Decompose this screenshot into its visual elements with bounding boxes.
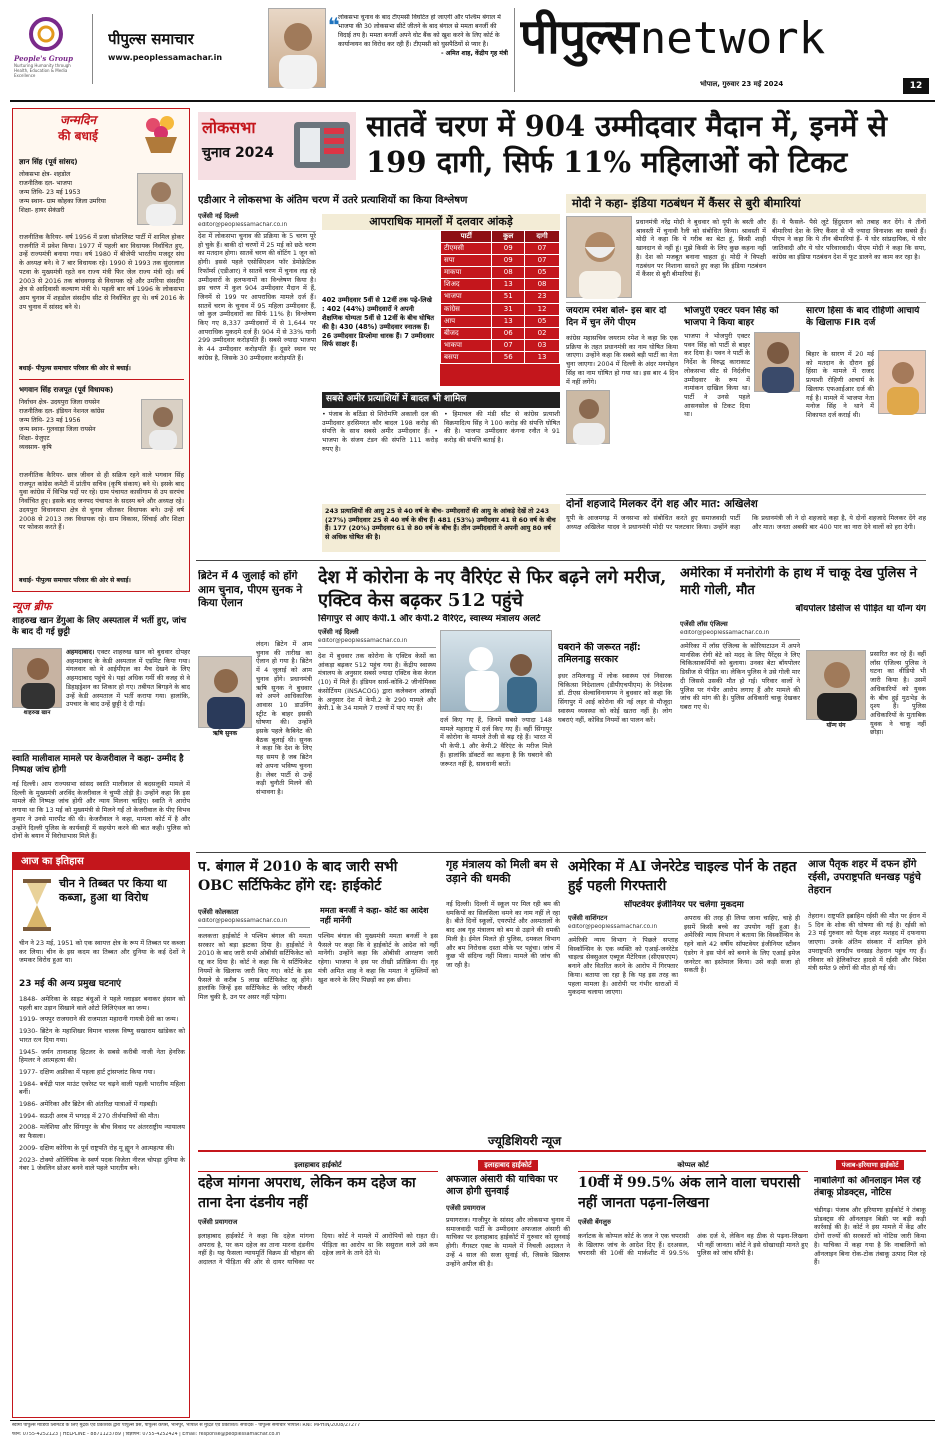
table-row (441, 351, 560, 363)
brief-item2-text: नई दिल्ली। आप राज्यसभा सांसद स्वाति मालीवाल से बदसलूकी मामले में दिल्ली के मुख्यमंत्री अरविंद केजरीवाल ने चुप्पी तोड़ी है। उन्होंने कहा कि इस मामले की निष्पक्ष जांच होगी और न्याय मिलना चाहिए। स्वाति ने आरोप लगाया था कि 13 मई को मुख्यमंत्री से मिलने गईं तो केजरीवाल के पीए विभव कुमार ने उनसे मारपीट की थी। केजरीवाल ने कहा, मामला कोर्ट में है और उन्होंने दिल्ली पुलिस के कार्यवाही में सहयोग करने की बात कही। पुलिस को दोनों के बयान में विरोधाभास मिले हैं। (12, 780, 190, 840)
brief-item1-headline: शाहरुख खान डेंगुआ के लिए अस्पताल में भर्ती हुए, जांच के बाद दी गई छुट्टी (12, 616, 187, 637)
table-row (441, 255, 560, 267)
evm-icon (292, 118, 352, 172)
brief-item2-headline: स्वाति मालीवाल मामले पर केजरीवाल ने कहा- उम्मीद है निष्पक्ष जांच होगी (12, 754, 184, 775)
table-cell: 08 (525, 279, 560, 291)
table-cell: 09 (492, 243, 525, 255)
table-cell: बीजद (441, 327, 492, 339)
table-cell: टीएमसी (441, 243, 492, 255)
birthday-person1-wishes: बधाई- पीपुल्स समाचार परिवार की ओर से बधाई। (19, 365, 131, 372)
election-badge-top: लोकसभा (202, 118, 256, 137)
raisi-text: तेहरान। राष्ट्रपति इब्राहिम रईसी की मौत पर ईरान में 5 दिन के शोक की घोषणा की गई है। रईसी को 23 मई गुरुवार को पैतृक शहर मशहद में दफनाया जाएगा। उनके अंतिम संस्कार में शामिल होने उपराष्ट्रपति जगदीप धनखड़ तेहरान पहुंच गए हैं। रविवार को हेलिकॉप्टर हादसे में रईसी और विदेश मंत्री समेत 9 लोगों की मौत हो गई थी। (808, 912, 926, 973)
table-cell: 56 (492, 351, 525, 363)
quote-mark-icon: ❝ (328, 13, 340, 37)
peon-text: कर्नाटक के कोप्पल कोर्ट के जज ने एक चपरासी के खिलाफ जांच के आदेश दिए हैं। दरअसल, चपरासी की 10वीं की मार्कशीट में 99.5% अंक दर्ज थे, लेकिन वह ठीक से पढ़ना-लिखना भी नहीं जानता। कोर्ट ने इसे धोखाधड़ी मानते हुए पुलिस को जांच सौंपी है। (578, 1232, 808, 1258)
florida-subhead: बॉयपोलर डिसीज से पीड़ित था यॉन्ग यंग (795, 604, 926, 614)
history-event: 2009- दक्षिण कोरिया के पूर्व राष्ट्रपति रोह मू ह्यून ने आत्महत्या की। (19, 1143, 175, 1152)
jairam-headline: जयराम रमेश बोले- इस बार दो दिन में चुन लेंगे पीएम (566, 306, 667, 328)
corona-byline: एजेंसी नई दिल्ली (318, 628, 359, 636)
table-header-cell: दागी (525, 231, 560, 243)
election-table (440, 230, 560, 386)
birthday-person2-career: राजनीतिक कैरियर- छात्र जीवन से ही सक्रिय रहने वाले भगवान सिंह राजपूत कांग्रेस कमेटी में प्रांतीय सचिव (कृषि संकाय) बने थे। इसके बाद युवा कांग्रेस में विभिन्न पदों पर रहे। ग्राम पंचायत कासीगाम से उप सरपंच निर्वाचित हुए। इसके बाद जनपद पंचायत के सदस्य बने और अध्यक्ष रहे। उदयपुरा विधानसभा क्षेत्र से चुनाव जीतकर विधायक बने। उन्हें वर्ष 2008 से 2013 तक विधायक रहे। ग्राम विकास, सिंचाई और शिक्षा पर फोकस करते हैं। (19, 471, 184, 532)
sunak-photo (198, 656, 252, 728)
birthday-person1-details: लोकसभा क्षेत्र- शहडोल राजनीतिक दल- भाजपा जन्म तिथि- 23 मई 1953 जन्म स्थान- ग्राम कोहका जिला उमरिया शिक्षा- हायर सेकंडरी (19, 171, 106, 214)
history-event: 1994- सऊदी अरब में भगदड़ में 270 तीर्थयात्रियों की मौत। (19, 1111, 160, 1120)
corona-email[interactable]: editor@peoplessamachar.co.in (318, 638, 436, 648)
edition-title-hi: पीपुल्स (520, 9, 638, 65)
brief-item1-text: अहमदाबाद। एक्टर शाहरुख खान को बुधवार दोपहर अहमदाबाद के केडी अस्पताल में एडमिट किया गया। मंगलवार को वे आईपीएल का मैच देखने के लिए अहमदाबाद पहुंचे थे। यहां अधिक गर्मी की वजह से वे डिहाइड्रेशन का शिकार हो गए। तबीयत बिगड़ने के बाद उन्हें केडी अस्पताल में भर्ती कराया गया। हालांकि, उपचार के बाद उन्हें छुट्टी दे दी गई। (66, 648, 190, 709)
election-badge (198, 112, 356, 180)
table-cell: 31 (492, 303, 525, 315)
history-event: 1848- अमेरिका के साइट बंधुओं ने पहले ग्लाइडर बनाकर इंसान को पहली बार उड़ान सिखाने वाले ओटो लिलिएंथल का जन्म। (19, 995, 185, 1012)
table-cell: 06 (492, 327, 525, 339)
person2-photo (141, 399, 183, 449)
yang-photo (806, 650, 866, 720)
table-cell: कांग्रेस (441, 303, 492, 315)
akhilesh-text: यूपी के आजमगढ़ में जनसभा को संबोधित करते हुए समाजवादी पार्टी अध्यक्ष अखिलेश यादव ने प्रधानमंत्री मोदी पर पलटवार किया। उन्होंने कहा कि प्रधानमंत्री जी ने दो शहजादे कहा है, ये दोनों शहजादे मिलकर देंगे शह और मात। जनता अबकी बार 400 पार का नारा देने वालों को हरा देगी। (566, 514, 926, 531)
history-event: 1984- बचेंद्री पाल माउंट एवरेस्ट पर चढ़ने वाली पहली भारतीय महिला बनीं। (19, 1079, 185, 1097)
person-icon (13, 649, 63, 709)
ansari-headline: अफजाल अंसारी की याचिका पर आज होगी सुनवाई (446, 1174, 558, 1198)
dowry-byline: एजेंसी प्रयागराज (198, 1218, 238, 1226)
dowry-court: इलाहाबाद हाईकोर्ट (198, 1160, 438, 1172)
person1-photo (137, 173, 183, 225)
person-icon (567, 217, 633, 299)
group-logo (14, 14, 84, 84)
bomb-headline: गृह मंत्रालय को मिली बम से उड़ाने की धमकी (446, 858, 558, 886)
table-cell: माकपा (441, 267, 492, 279)
rohini-photo (878, 350, 926, 414)
age-note: 243 प्रत्याशियों की आयु 25 से 40 वर्ष के बीच- उम्मीदवारों की आयु के आंकड़े देखें तो 243 (27%) उम्मीदवार 25 से 40 वर्ष के बीच हैं। 481 (53%) उम्मीदवार 41 से 60 वर्ष के बीच हैं। 177 (20%) उम्मीदवार 61 से 80 वर्ष के बीच हैं। तीन उम्मीदवारों ने अपनी आयु 80 वर्ष से अधिक घोषित की है। (322, 504, 560, 552)
person-icon (269, 9, 327, 89)
florida-text: अमेरिका में लॉस एंजिल्स के कोरियाटाउन में अपने मानसिक रोगी बेटे को मदद के लिए पैरेंट्स ने लिए चिकित्साकर्मियों को बुलाया। उनका बेटा बॉयपोलर डिसीज से पीड़ित था। लेकिन पुलिस ने उसे गोली मार दी जिससे उसकी मौत हो गई। परिवार वालों ने पुलिस पर गंभीर आरोप लगाए हैं और मामले की जांच की मांग की है। पुलिस अधिकारी चाकू देखकर घबरा गए थे। (680, 642, 800, 711)
edition-title (520, 6, 940, 76)
ai-byline: एजेंसी वाशिंगटन (568, 914, 608, 922)
history-box (12, 852, 190, 1418)
punjab-text: चंडीगढ़। पंजाब और हरियाणा हाईकोर्ट ने तंबाकू प्रोडक्ट्स की ऑनलाइन बिक्री पर बड़ी कड़ी कार्रवाई की है। कोर्ट ने इस मामले में केंद्र और दोनों राज्यों की सरकारों को नोटिस जारी किया है। याचिका में कहा गया है कि नाबालिगों को ऑनलाइन बिना रोक-टोक तंबाकू उत्पाद मिल रहे हैं। (814, 1206, 926, 1267)
modi-text: प्रधानमंत्री नरेंद्र मोदी ने बुधवार को यूपी के बस्ती और श्रावस्ती में चुनावी रैली को संबोधित किया। श्रावस्ती में मोदी ने कहा कि ये गरीब का बेटा हूं, किसी शाही खानदान से नहीं हूं। मुझे किसी के लिए कुछ कहना नहीं है। देश को मजबूत बनाना चाहता हूं। मोदी ने विपक्षी गठबंधन पर निशाना साधते हुए कहा कि इंडिया गठबंधन में कैंसर से बुरी बीमारियां हैं। (636, 218, 766, 279)
person-icon (138, 174, 184, 226)
election-body: देश में लोकसभा चुनाव की प्रक्रिया के 5 चरण पूरे हो चुके हैं। बाकी दो चरणों में 25 मई को छठे चरण का मतदान होगा। सातवें चरण की वोटिंग 1 जून को होगी। इससे पहले एसोसिएशन फॉर डेमोक्रेटिक रिफॉर्म्स (एडीआर) ने सातवें चरण में चुनाव लड़ रहे उम्मीदवारों के हलफनामों का विश्लेषण किया है। इस चरण में कुल 904 उम्मीदवार मैदान में हैं, जिनमें से 199 पर आपराधिक मामले दर्ज हैं। सातवें चरण के चुनाव में 95 महिला उम्मीदवार हैं, जो कुल उम्मीदवारों का सिर्फ 11% है। विश्लेषण किए गए 8,337 उम्मीदवारों में से 1,644 पर आपराधिक मुकदमे दर्ज हैं। 904 में से 33% यानी 299 उम्मीदवार करोड़पति हैं। सबसे ज्यादा भाजपा के 44 उम्मीदवार करोड़पति हैं। दूसरे स्थान पर कांग्रेस है, जिसके 30 उम्मीदवार करोड़पति हैं। (198, 232, 316, 362)
birthday-heading: जन्मदिन की बधाई (58, 113, 98, 143)
paper-name: पीपुल्स समाचार (108, 30, 194, 48)
sunak-caption: ऋषि सुनक (212, 730, 238, 737)
history-events-heading: 23 मई की अन्य प्रमुख घटनाएं (19, 979, 122, 989)
dowry-headline: दहेज मांगना अपराध, लेकिन कम दहेज का ताना देना दंडनीय नहीं (198, 1175, 416, 1211)
table-cell: 09 (492, 255, 525, 267)
ai-email[interactable]: editor@peoplessamachar.co.in (568, 924, 678, 934)
table-cell: 03 (525, 339, 560, 351)
news-brief-label: न्यूज ब्रीफ (12, 600, 52, 613)
saran-headline: सारण हिंसा के बाद रोहिणी आचार्य के खिलाफ FIR दर्ज (806, 306, 920, 328)
footer-contacts: फोन: 0755-4252123 | HELPLINE - 8871123789 | विज्ञापन: 0755-4252424 | Email: response@peoplessamachar.co.in (12, 1432, 281, 1437)
flower-basket-icon (139, 111, 183, 155)
bengal-headline: प. बंगाल में 2010 के बाद जारी सभी OBC सर्टिफिकेट होंगे रद्द: हाईकोर्ट (198, 859, 398, 894)
history-event: 1919- जयपुर राजघराने की राजमाता महारानी गायत्री देवी का जन्म। (19, 1015, 179, 1024)
table-header-cell: पार्टी (441, 231, 492, 243)
judiciary-banner (198, 1134, 926, 1152)
shahrukh-caption: शाहरुख खान (23, 710, 51, 716)
jairam-text: कांग्रेस महासचिव जयराम रमेश ने कहा कि एक प्रक्रिया के तहत प्रधानमंत्री का नाम घोषित किया जाएगा। उन्होंने कहा कि सबसे बड़ी पार्टी का नेता चुना जाएगा। 2004 में दिल्ली के अंदर मनमोहन सिंह का नाम घोषित हो गया था। इस बार 4 दिन में नहीं लगेंगे। (566, 334, 678, 386)
britain-headline: ब्रिटेन में 4 जुलाई को होंगे आम चुनाव, पीएम सुनक ने किया ऐलान (198, 570, 303, 610)
table-row (441, 279, 560, 291)
history-event: 1986- अमेरिका और ब्रिटेन की अंतरिक्ष यात्राओं में गड़बड़ी। (19, 1100, 158, 1109)
birthday-person2-wishes: बधाई- पीपुल्स समाचार परिवार की ओर से बधाई। (19, 577, 131, 584)
table-cell: 13 (492, 279, 525, 291)
saran-text: बिहार के सारण में 20 मई को मतदान के दौरान हुई हिंसा के मामले में राजद प्रत्याशी रोहिणी आचार्य के खिलाफ एफआईआर दर्ज की गई है। मामले में भाजपा नेता मनोज सिंह ने थाने में शिकायत दर्ज कराई थी। (806, 350, 874, 419)
history-event: 2008- मलेशिया और सिंगापुर के बीच विवाद पर अंतरराष्ट्रीय न्यायालय का फैसला। (19, 1123, 185, 1141)
florida-headline: अमेरिका में मनोरोगी के हाथ में चाकू देख पुलिस ने मारी गोली, मौत (680, 566, 918, 598)
bengal-sub-label: ममता बनर्जी ने कहा- कोर्ट का आदेश नहीं मानेंगी (320, 906, 429, 926)
ai-headline: अमेरिका में AI जेनरेटेड चाइल्ड पोर्न के तहत हुई पहली गिरफ्तारी (568, 859, 797, 894)
person-icon (567, 391, 611, 445)
jairam-text-2 (614, 392, 678, 492)
hourglass-icon (19, 877, 55, 933)
akhilesh-headline: दोनों शहजादे मिलकर देंगे शह और मात: अखिलेश (566, 498, 758, 510)
birthday-person2-name: भगवान सिंह राजपूत (पूर्व विधायक) (19, 385, 114, 394)
ai-subhead: सॉफ्टवेयर इंजीनियर पर चलेगा मुकदमा (624, 900, 744, 910)
rich-candidates-right: • हिमाचल की मंडी सीट से कांग्रेस प्रत्याशी विक्रमादित्य सिंह ने 100 करोड़ की संपत्ति घोषित की है। भाजपा उम्मीदवार कंगना रनौत ने 91 करोड़ की संपत्ति बताई है। (444, 410, 560, 445)
history-events-list (19, 995, 185, 1176)
table-row (441, 267, 560, 279)
florida-email[interactable]: editor@peoplessamachar.co.in (680, 630, 800, 640)
table-row (441, 315, 560, 327)
history-headline: चीन ने तिब्बत पर किया था कब्जा, हुआ था विरोध (59, 877, 167, 905)
history-lead: चीन ने 23 मई, 1951 को एक स्वायत्त क्षेत्र के रूप में तिब्बत पर कब्जा कर लिया। चीन के इस कदम का तिब्बत और दुनिया के कई देशों ने जमकर विरोध हुआ था। (19, 939, 185, 965)
birthday-box (12, 108, 190, 592)
dowry-text: इलाहाबाद हाईकोर्ट ने कहा कि दहेज मांगना अपराध है, पर कम दहेज का ताना मारना दंडनीय नहीं है। यह फैसला न्यायमूर्ति विक्रम डी चौहान की अदालत ने पीड़िता की ओर से दायर याचिका पर दिया। कोर्ट ने मामले में आरोपियों को राहत दी। पीड़िता का आरोप था कि ससुराल वाले उसे कम दहेज लाने के ताने देते थे। (198, 1232, 438, 1267)
table-header-row (441, 231, 560, 243)
ansari-court: इलाहाबाद हाईकोर्ट (446, 1160, 570, 1171)
corona-side-headline: घबराने की जरूरत नहीं: तमिलनाडु सरकार (558, 642, 641, 666)
modi-headline: मोदी ने कहा- इंडिया गठबंधन में कैंसर से बुरी बीमारियां (566, 194, 926, 213)
table-cell: सपा (441, 255, 492, 267)
table-cell: 51 (492, 291, 525, 303)
corona-headline: देश में कोरोना के नए वैरिएंट से फिर बढ़ने लगे मरीज, एक्टिव केस बढ़कर 512 पहुंचे (318, 567, 667, 612)
history-label: आज का इतिहास (13, 853, 189, 870)
footer-imprint: स्वामी पीपुल्स मीडिया लिमिटेड के लिए मुद्रक एवं प्रकाशक द्वारा पीपुल्स प्रेस, पीपुल्स कैंपस, भानपुर, भोपाल से मुद्रित एवं प्रकाशित। संपादक - पीपुल्स समाचार भोपाल। RNI: MPHIN/2008/27277 (12, 1423, 361, 1428)
ansari-text: प्रयागराज। गाजीपुर के सांसद और लोकसभा चुनाव में समाजवादी पार्टी के उम्मीदवार अफजाल अंसारी की याचिका पर इलाहाबाद हाईकोर्ट में गुरुवार को सुनवाई होगी। गैंगस्टर एक्ट के मामले में निचली अदालत ने उन्हें 4 साल की सजा सुनाई थी, जिसके खिलाफ उन्होंने अपील की है। (446, 1216, 570, 1268)
ansari-byline: एजेंसी प्रयागराज (446, 1204, 486, 1212)
table-cell: 13 (525, 351, 560, 363)
table-cell: आप (441, 315, 492, 327)
table-cell: 07 (525, 243, 560, 255)
election-subhead: एडीआर ने लोकसभा के अंतिम चरण में उतरे प्रत्याशियों का किया विश्लेषण (198, 195, 468, 206)
election-badge-bottom: चुनाव 2024 (202, 145, 274, 161)
table-cell: 07 (492, 339, 525, 351)
table-cell: 02 (525, 327, 560, 339)
table-row (441, 339, 560, 351)
table-cell: 23 (525, 291, 560, 303)
news-brief (12, 600, 190, 840)
rich-candidates-left: • पंजाब के बठिंडा से शिरोमणि अकाली दल की उम्मीदवार हरसिमरत कौर बादल 198 करोड़ की संपत्ति के साथ सबसे अमीर उम्मीदवार हैं। • भाजपा के संजय टंडन की संपत्ति 111 करोड़ रुपए है। (322, 410, 438, 453)
table-cell: 05 (525, 315, 560, 327)
birthday-person2-details: निर्वाचन क्षेत्र- उदयपुरा जिला रायसेन राजनीतिक दल- इंडियन नेशनल कांग्रेस जन्म तिथि- 23 मई 1956 जन्म स्थान- गुलवाड़ा जिला रायसेन शिक्षा- ग्रेजुएट व्यवसाय- कृषि (19, 399, 105, 451)
ai-text-right: अपराध की तरह ही लिया जाना चाहिए, चाहे ही इसमें किसी बच्चे का उपयोग नहीं हुआ है। अमेरिकी न्याय विभाग ने बताया कि विस्कॉन्सिन के रहने वाले 42 वर्षीय सॉफ्टवेयर इंजीनियर स्टीवन एंडरेग ने इस पोर्न को बनाने के लिए एआई इमेज जनरेटर का इस्तेमाल किया। उसे कड़ी सजा हो सकती है। (684, 914, 800, 975)
corona-text-right: दर्ज किए गए हैं, जिनमें सबसे ज्यादा 148 मामले महाराष्ट्र में दर्ज किए गए हैं। वहीं सिंगापुर में कोरोना के मामले तेजी से बढ़ रहे हैं। भारत में भी केपी.1 और केपी.2 वैरिएंट के मरीज मिले हैं। हालांकि डॉक्टरों का कहना है कि घबराने की जरूरत नहीं है, सावधानी बरतें। (440, 716, 552, 768)
florida-byline: एजेंसी लॉस एंजिल्स (680, 620, 728, 628)
paper-logo (108, 30, 268, 75)
party-table (440, 230, 560, 364)
corona-subhead: सिंगापुर से आए केपी.1 और केपी.2 वैरिएंट, स्वास्थ्य मंत्रालय अलर्ट (318, 614, 541, 624)
election-byline: एजेंसी नई दिल्ली (198, 212, 239, 220)
modi-text-continued: हैं। ये फैसले- पैसे लूटे हिंदुस्तान को तबाह कर देंगे। ये तीनों बीमारियां देश के लिए कैंसर से भी ज्यादा विनाशक का सबसे हैं। पीएम ने कहा कि ये तीन बीमारियां हैं- ये घोर सांप्रदायिक, ये घोर जातिवादी और ये घोर परिवारवादी। पीएम मोदी ने कहा कि सपा, कांग्रेस का इंडिया गठबंधन देश में फूट डालने का काम कर रहा है। (772, 218, 926, 261)
election-email[interactable]: editor@peoplessamachar.co.in (198, 222, 316, 232)
dateline: भोपाल, गुरुवार 23 मई 2024 (700, 80, 784, 88)
jairam-photo (566, 390, 610, 444)
table-cell: 13 (492, 315, 525, 327)
medical-worker-icon (441, 631, 553, 713)
bomb-text: नई दिल्ली। दिल्ली में स्कूल पर मिल रही बम की धमकियों का सिलसिला थमने का नाम नहीं ले रहा है। बीते दिनों स्कूलों, एयरपोर्ट और अस्पतालों के बाद अब गृह मंत्रालय को बम से उड़ाने की धमकी मिली है। ईमेल मिलते ही पुलिस, दमकल विभाग और बम निरोधक दस्ता मौके पर पहुंचा। जांच में कुछ भी संदिग्ध नहीं मिला। मामले की जांच की जा रही है। (446, 900, 560, 969)
rich-candidates-heading: सबसे अमीर प्रत्याशियों में बादल भी शामिल (322, 392, 560, 408)
election-headline: सातवें चरण में 904 उम्मीदवार मैदान में, इनमें से 199 दागी, सिर्फ 11% महिलाओं को टिकट (366, 109, 888, 180)
table-row (441, 291, 560, 303)
history-event: 2023- टोक्यो ओलिंपिक के स्वर्ण पदक विजेता नीरज चोपड़ा दुनिया के नंबर 1 जेवलिन थ्रोअर बनने वाले पहले भारतीय बने। (19, 1155, 185, 1173)
paper-url[interactable]: www.peoplessamachar.in (108, 52, 223, 62)
group-logo-icon (28, 14, 84, 54)
quote-author: - अमित शाह, केंद्रीय गृह मंत्री (440, 49, 508, 57)
election-table-title: आपराधिक मामलों में दलवार आंकड़े (322, 214, 560, 230)
pawan-headline: भोजपुरी एक्टर पवन सिंह को भाजपा ने किया बाहर (684, 306, 779, 328)
britain-text: लंदन। ब्रिटेन में आम चुनाव की तारीख का ऐलान हो गया है। ब्रिटेन में 4 जुलाई को आम चुनाव होंगे। प्रधानमंत्री ऋषि सुनक ने बुधवार को अपने आधिकारिक आवास 10 डाउनिंग स्ट्रीट के बाहर इसकी घोषणा की। उन्होंने इसके पहले कैबिनेट की बैठक बुलाई थी। सुनक ने कहा कि देश के लिए यह समय है जब ब्रिटेन को अपना भविष्य चुनना है। लेबर पार्टी से उन्हें कड़ी चुनौती मिलने की संभावना है। (256, 640, 312, 796)
pawan-text: भाजपा ने भोजपुरी एक्टर पवन सिंह को पार्टी से बाहर कर दिया है। पवन ने पार्टी के निर्देश के विरुद्ध काराकाट लोकसभा सीट से निर्दलीय उम्मीदवार के रूप में नामांकन दाखिल किया था। पार्टी ने उनसे पहले आसनसोल से टिकट दिया था। (684, 332, 750, 419)
corona-test-photo (440, 630, 552, 712)
person-icon (199, 657, 253, 729)
table-cell: 08 (492, 267, 525, 279)
table-row (441, 327, 560, 339)
peon-byline: एजेंसी बेंगलुरु (578, 1218, 611, 1226)
bengal-email[interactable]: editor@peoplessamachar.co.in (198, 918, 310, 928)
shahrukh-photo (12, 648, 62, 708)
history-event: 1977- दक्षिण अफ्रीका में पहला हार्ट ट्रांसप्लांट किया गया। (19, 1067, 155, 1076)
table-cell: भाजपा (441, 291, 492, 303)
peon-court: कोप्पल कोर्ट (578, 1160, 808, 1172)
person-icon (879, 351, 927, 415)
group-tagline: Nurturing Humanity through Health, Education & Media Excellence (14, 63, 71, 78)
group-name: People's Group (14, 54, 74, 63)
peon-headline: 10वीं में 99.5% अंक लाने वाला चपरासी नहीं जानता पढ़ना-लिखना (578, 1175, 801, 1211)
amit-shah-photo (268, 8, 326, 88)
table-row (441, 303, 560, 315)
birthday-person1-name: ज्ञान सिंह (पूर्व सांसद) (19, 157, 78, 166)
table-header-cell: कुल (492, 231, 525, 243)
person-icon (807, 651, 867, 721)
table-cell: भाकपा (441, 339, 492, 351)
raisi-headline: आज पैतृक शहर में दफन होंगे रईसी, उपराष्ट्रपति धनखड़ पहुंचे तेहरान (808, 859, 921, 896)
bengal-byline: एजेंसी कोलकाता (198, 908, 239, 916)
corona-side-text: इधर तमिलनाडु में लोक स्वास्थ्य एवं निवारक चिकित्सा निदेशालय (डीपीएचपीएम) के निदेशक डॉ. टीएस सेल्वाविनायगम ने बुधवार को कहा कि सिंगापुर में आई कोरोना की नई लहर से मौजूदा स्वास्थ्य व्यवस्था को कोई खतरा नहीं है। लोग घबराएं नहीं, कोविड नियमों का पालन करें। (558, 672, 672, 724)
birthday-person1-career: राजनीतिक कैरियर- वर्ष 1956 में प्रजा सोशलिस्ट पार्टी में शामिल होकर राजनीति में प्रवेश किया। 1977 में पहली बार विधायक निर्वाचित हुए, उन्हें राज्यमंत्री बनाया गया। वर्ष 1980 में बीजेपी भारतीय मजदूर संघ के अध्यक्ष बने। वे 7 बार विधायक रहे। 1990 से 1993 तक सुंदरलाल पटवा के मुख्यमंत्री रहते वन राज्य मंत्री फिर जेल राज्य मंत्री रहे। वर्ष 2003 से 2016 तक बांधवगढ़ से विधायक रहे और उमरिया संसदीय क्षेत्र से आदिवासी कल्याण मंत्री थे। पहली बार वर्ष 1996 के लोकसभा आम चुनाव में शहडोल संसदीय सीट से निर्वाचित हुए थे। वर्ष 2016 के उप चुनाव में सांसद बने थे। (19, 233, 184, 311)
table-cell: 05 (525, 267, 560, 279)
person-icon (755, 333, 801, 393)
edition-title-en: network (639, 13, 826, 64)
table-row (441, 243, 560, 255)
masthead (0, 0, 945, 100)
corona-text-left: देश में बुधवार तक कोरोना के एक्टिव केसों का आंकड़ा बढ़कर 512 पहुंच गया है। केंद्रीय स्वास्थ्य मंत्रालय के अनुसार सबसे ज्यादा एक्टिव केस केरल (10) में मिले हैं। इंडियन सार्स-कोवि-2 जीनोमिक्स कंसोर्टियम (INSACOG) द्वारा कलेक्शन आंकड़ों के अनुसार देश में केपी.2 के 290 मामले और केपी.1 के 34 मामले 7 राज्यों में पाए गए हैं। (318, 652, 436, 713)
table-cell: 12 (525, 303, 560, 315)
bengal-text-right: पश्चिम बंगाल की मुख्यमंत्री ममता बनर्जी ने इस फैसले पर कहा कि वे हाईकोर्ट के आदेश को नहीं मानेंगी। उन्होंने कहा कि ओबीसी आरक्षण जारी रहेगा। भाजपा ने इस पर तीखी प्रतिक्रिया दी। गृह मंत्री अमित शाह ने कहा कि ममता ने मुस्लिमों को खुश करने के लिए पिछड़ों का हक छीना। (318, 932, 438, 984)
history-event: 1930- ब्रिटेन के महाशिखर विमान चालक विष्णु सखाराम खांडेकर को भारत रत्न दिया गया। (19, 1027, 185, 1044)
florida-text-2: प्रसारित कर रहे हैं। वहीं लॉस एंजिल्स पुलिस ने घटना का वीडियो भी जारी किया है। उसमें अधिकारियों को युवक के बीच हुई मुठभेड़ के दृश्य हैं। पुलिस अधिकारियों के मुताबिक युवक ने चाकू नहीं छोड़ा। (870, 650, 926, 737)
modi-photo (566, 216, 632, 298)
table-cell: बसपा (441, 351, 492, 363)
table-cell: 07 (525, 255, 560, 267)
punjab-headline: नाबालिगों को ऑनलाइन मिल रहे तंबाकू प्रोडक्ट्स, नोटिस (814, 1176, 921, 1198)
punjab-court: पंजाब-हरियाणा हाईकोर्ट (814, 1160, 926, 1170)
judiciary-banner-label: ज्यूडिशियरी न्यूज (488, 1134, 562, 1148)
yang-caption: यॉन्ग यंग (826, 722, 846, 729)
person-icon (142, 400, 184, 450)
page-number: 12 (903, 78, 929, 94)
election-stats: 402 उम्मीदवार 5वीं से 12वीं तक पढ़े-लिखे : 402 (44%) उम्मीदवारों ने अपनी शैक्षणिक योग्यता 5वीं से 12वीं के बीच घोषित की है। 430 (48%) उम्मीदवार स्नातक हैं। 26 उम्मीदवार डिप्लोमा धारक हैं। 7 उम्मीदवार सिर्फ साक्षर हैं। (322, 296, 435, 349)
history-event: 1945- जर्मन तानाशाह हिटलर के सबसे करीबी नाजी नेता हेनरिक हिमलर ने आत्महत्या की। (19, 1047, 185, 1065)
pawan-photo (754, 332, 800, 392)
bengal-text-left: कलकत्ता हाईकोर्ट ने पश्चिम बंगाल की ममता सरकार को बड़ा झटका दिया है। हाईकोर्ट ने 2010 के बाद जारी सभी ओबीसी सर्टिफिकेट को रद्द कर दिया है। कोर्ट ने कहा कि ये सर्टिफिकेट नियमों के खिलाफ जारी किए गए। कोर्ट के इस फैसले से करीब 5 लाख सर्टिफिकेट रद्द होंगे। हालांकि जिन्हें इस सर्टिफिकेट के जरिए नौकरी मिल चुकी है, उन पर असर नहीं पड़ेगा। (198, 932, 312, 1001)
quote-text: लोकसभा चुनाव के बाद टीएमसी विघटित हो जाएगी और पश्चिम बंगाल में भाजपा की 30 लोकसभा सीटें जीतने के बाद बंगाल से ममता बनर्जी की विदाई तय है। ममता बनर्जी अपने वोट बैंक को खुश करने के लिए कोर्ट के कार्यान्वयन का विरोध कर रही हैं। टीएमसी को घुसपैठियों से प्यार है। - अमित शाह, केंद्रीय गृह मंत्री (338, 14, 508, 57)
ai-text-left: अमेरिकी न्याय विभाग ने पिछले सप्ताह विस्कॉन्सिन के एक व्यक्ति को एआई-जनरेटेड चाइल्ड सेक्सुअल एब्यूज मैटेरियल (सीएसएएम) बनाने और वितरित करने के आरोप में गिरफ्तार किया। बताया जा रहा है कि यह इस तरह का पहला मामला है। आरोपी पर गंभीर धाराओं में मुकदमा चलाया जाएगा। (568, 936, 678, 997)
table-cell: शिअद (441, 279, 492, 291)
